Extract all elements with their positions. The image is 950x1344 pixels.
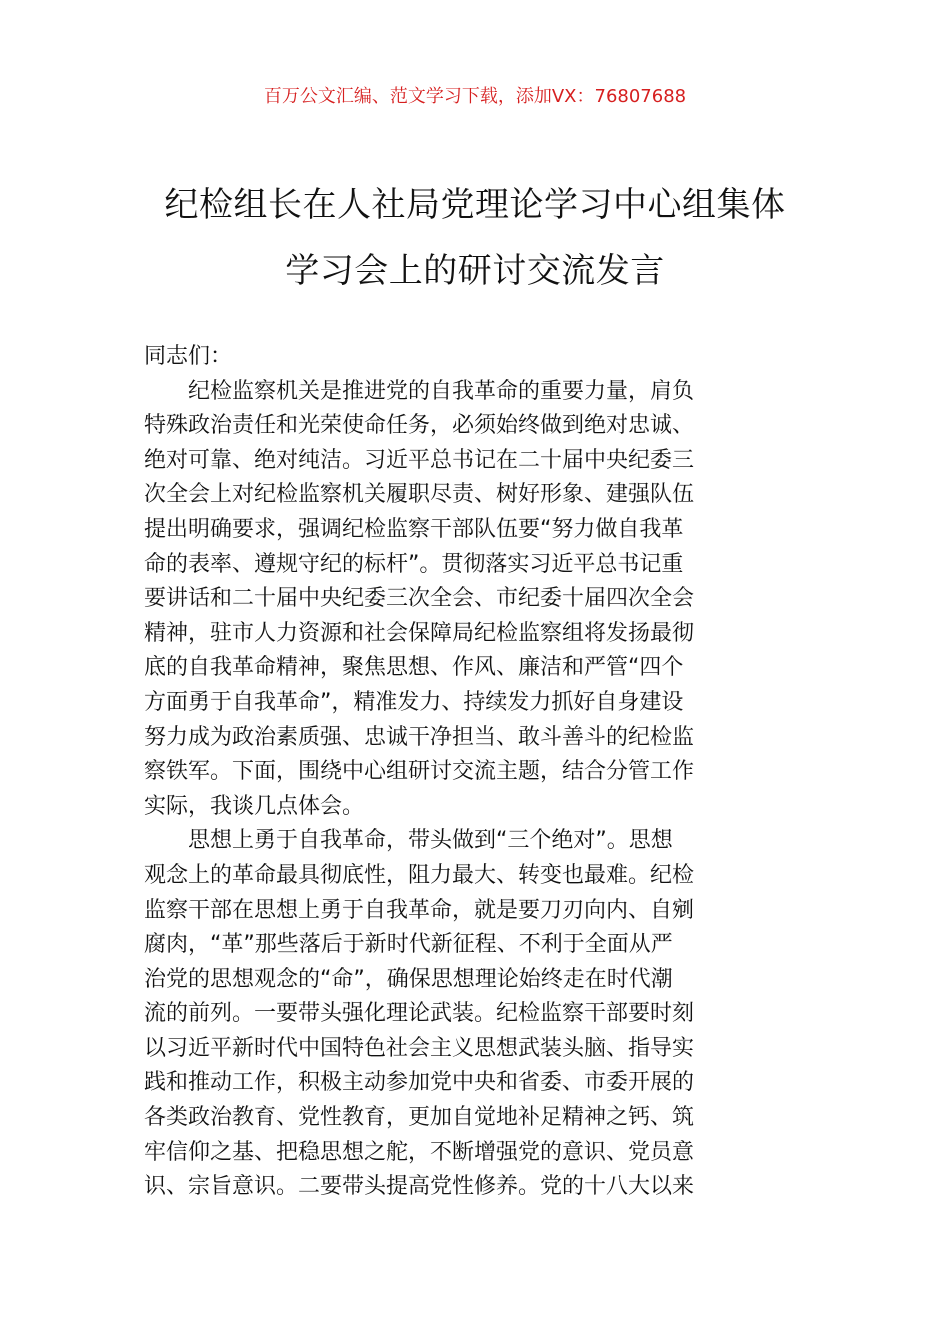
paragraph-2-line: 以习近平新时代中国特色社会主义思想武装头脑、指导实 [144, 1035, 695, 1061]
salutation: 同志们： [144, 344, 233, 369]
paragraph-2-line: 流的前列。一要带头强化理论武装。纪检监察干部要时刻 [144, 1001, 695, 1027]
paragraph-1-line: 命的表率、遵规守纪的标杆”。贯彻落实习近平总书记重 [144, 551, 684, 577]
paragraph-2-line: 思想上勇于自我革命，带头做到“三个绝对”。思想 [188, 828, 673, 854]
paragraph-2-line: 践和推动工作，积极主动参加党中央和省委、市委开展的 [144, 1070, 695, 1096]
paragraph-1-line: 实际，我谈几点体会。 [144, 793, 365, 819]
title-line: 纪检组长在人社局党理论学习中心组集体 [164, 185, 786, 225]
paragraph-1-line: 绝对可靠、绝对纯洁。习近平总书记在二十届中央纪委三 [144, 447, 695, 473]
document-body [144, 340, 809, 1205]
paragraph-1-line: 提出明确要求，强调纪检监察干部队伍要“努力做自我革 [144, 516, 684, 542]
paragraph-2-line: 治党的思想观念的“命”，确保思想理论始终走在时代潮 [144, 966, 673, 992]
paragraph-1-line: 努力成为政治素质强、忠诚干净担当、敢斗善斗的纪检监 [144, 724, 695, 750]
paragraph-1-line: 底的自我革命精神，聚焦思想、作风、廉洁和严管“四个 [144, 655, 684, 681]
paragraph-2-line: 各类政治教育、党性教育，更加自觉地补足精神之钙、筑 [144, 1105, 695, 1131]
paragraph-1-line: 次全会上对纪检监察机关履职尽责、树好形象、建强队伍 [144, 482, 695, 508]
paragraph-2-line: 观念上的革命最具彻底性，阻力最大、转变也最难。纪检 [144, 862, 695, 888]
paragraph-1-line: 纪检监察机关是推进党的自我革命的重要力量，肩负 [188, 378, 695, 404]
paragraph-1-line: 要讲话和二十届中央纪委三次全会、市纪委十届四次全会 [144, 586, 695, 612]
paragraph-1-line: 察铁军。下面，围绕中心组研讨交流主题，结合分管工作 [144, 759, 695, 785]
paragraph-2-line: 监察干部在思想上勇于自我革命，就是要刀刃向内、自剜 [144, 897, 695, 923]
promo-header-text: 百万公文汇编、范文学习下载，添加VX：76807688 [263, 86, 687, 107]
paragraph-2-line: 识、宗旨意识。二要带头提高党性修养。党的十八大以来 [144, 1174, 695, 1200]
paragraph-1-line: 特殊政治责任和光荣使命任务，必须始终做到绝对忠诚、 [144, 413, 695, 439]
paragraph-1-line: 精神，驻市人力资源和社会保障局纪检监察组将发扬最彻 [144, 620, 695, 646]
paragraph-2-line: 腐肉，“革”那些落后于新时代新征程、不利于全面从严 [144, 932, 673, 958]
paragraph-2-line: 牢信仰之基、把稳思想之舵，不断增强党的意识、党员意 [144, 1139, 695, 1165]
title-line: 学习会上的研讨交流发言 [285, 251, 665, 291]
paragraph-1-line: 方面勇于自我革命”，精准发力、持续发力抓好自身建设 [144, 689, 684, 715]
document-title [120, 172, 830, 304]
